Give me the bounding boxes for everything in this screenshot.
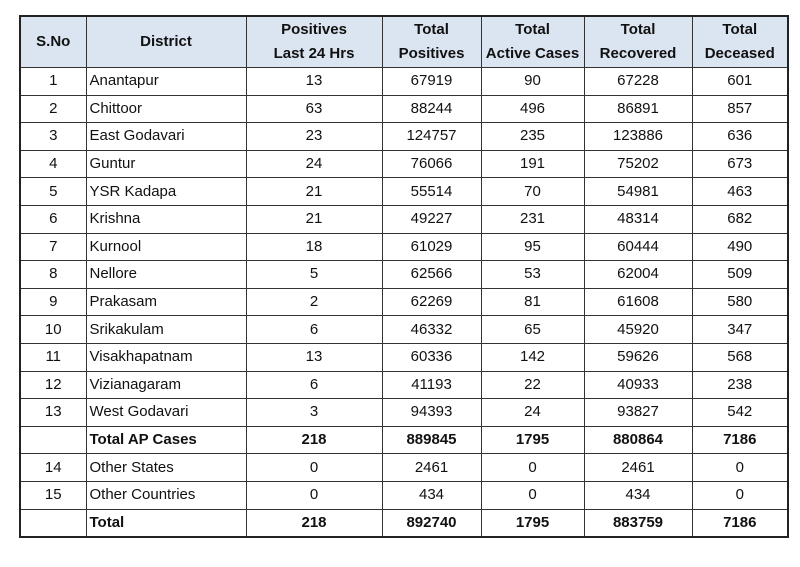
- cell-last24: 0: [246, 481, 382, 509]
- cell-sno: 11: [20, 343, 86, 371]
- column-header-text: Total: [722, 21, 758, 38]
- cell-district: Total: [86, 509, 246, 537]
- cell-positives: 46332: [382, 316, 481, 344]
- column-header-text: Total: [414, 21, 449, 38]
- district-cases-table: [19, 15, 789, 538]
- cell-recovered: 60444: [584, 233, 692, 261]
- cell-district: Other States: [86, 454, 246, 482]
- column-header-recovered: [584, 16, 692, 68]
- cell-recovered: 54981: [584, 178, 692, 206]
- cell-recovered: 86891: [584, 95, 692, 123]
- cell-recovered: 2461: [584, 454, 692, 482]
- cell-positives: 60336: [382, 343, 481, 371]
- cell-active: 95: [481, 233, 584, 261]
- cell-active: 90: [481, 68, 584, 96]
- cell-sno: 12: [20, 371, 86, 399]
- cell-sno: 6: [20, 205, 86, 233]
- column-header-positives: [382, 16, 481, 68]
- table-row: [20, 123, 788, 151]
- cell-district: Visakhapatnam: [86, 343, 246, 371]
- cell-deceased: 857: [692, 95, 788, 123]
- cell-district: Srikakulam: [86, 316, 246, 344]
- cell-deceased: 673: [692, 150, 788, 178]
- table-row: [20, 95, 788, 123]
- cell-recovered: 123886: [584, 123, 692, 151]
- table-body: [20, 68, 788, 538]
- header-row: [20, 16, 788, 68]
- column-header-deceased: [692, 16, 788, 68]
- column-header-last24: [246, 16, 382, 68]
- cell-active: 496: [481, 95, 584, 123]
- cell-recovered: 48314: [584, 205, 692, 233]
- cell-last24: 23: [246, 123, 382, 151]
- cell-sno: 15: [20, 481, 86, 509]
- cell-sno: 1: [20, 68, 86, 96]
- cell-last24: 6: [246, 316, 382, 344]
- cell-active: 24: [481, 399, 584, 427]
- cell-sno: 10: [20, 316, 86, 344]
- cell-active: 0: [481, 481, 584, 509]
- table-row: [20, 233, 788, 261]
- cell-last24: 63: [246, 95, 382, 123]
- table-row: [20, 178, 788, 206]
- table-row: [20, 316, 788, 344]
- cell-positives: 889845: [382, 426, 481, 454]
- cell-active: 81: [481, 288, 584, 316]
- cell-positives: 55514: [382, 178, 481, 206]
- column-header-text: Total: [515, 21, 550, 38]
- table-row: [20, 288, 788, 316]
- column-header-text: Last 24 Hrs: [273, 45, 355, 62]
- cell-last24: 18: [246, 233, 382, 261]
- table-row: [20, 261, 788, 289]
- cell-last24: 21: [246, 178, 382, 206]
- cell-last24: 2: [246, 288, 382, 316]
- cell-active: 53: [481, 261, 584, 289]
- table-row: [20, 371, 788, 399]
- cell-recovered: 67228: [584, 68, 692, 96]
- cell-deceased: 347: [692, 316, 788, 344]
- cell-active: 22: [481, 371, 584, 399]
- cell-positives: 67919: [382, 68, 481, 96]
- cell-deceased: 463: [692, 178, 788, 206]
- cell-sno: 2: [20, 95, 86, 123]
- cell-recovered: 93827: [584, 399, 692, 427]
- cell-sno: 8: [20, 261, 86, 289]
- cell-deceased: 601: [692, 68, 788, 96]
- cell-deceased: 238: [692, 371, 788, 399]
- column-header-sno: [20, 16, 86, 68]
- cell-active: 0: [481, 454, 584, 482]
- cell-positives: 124757: [382, 123, 481, 151]
- cell-district: West Godavari: [86, 399, 246, 427]
- cell-district: East Godavari: [86, 123, 246, 151]
- cell-positives: 88244: [382, 95, 481, 123]
- cell-deceased: 7186: [692, 426, 788, 454]
- cell-active: 142: [481, 343, 584, 371]
- cell-district: Chittoor: [86, 95, 246, 123]
- table-row: [20, 399, 788, 427]
- cell-district: Krishna: [86, 205, 246, 233]
- cell-positives: 76066: [382, 150, 481, 178]
- table-row: [20, 454, 788, 482]
- cell-positives: 94393: [382, 399, 481, 427]
- table-header: [20, 16, 788, 68]
- column-header-text: District: [140, 33, 192, 50]
- cell-recovered: 62004: [584, 261, 692, 289]
- cell-positives: 434: [382, 481, 481, 509]
- cell-sno: 14: [20, 454, 86, 482]
- cell-district: Vizianagaram: [86, 371, 246, 399]
- cell-deceased: 0: [692, 481, 788, 509]
- cell-active: 235: [481, 123, 584, 151]
- cell-district: Nellore: [86, 261, 246, 289]
- cell-recovered: 59626: [584, 343, 692, 371]
- cell-deceased: 580: [692, 288, 788, 316]
- table-row: [20, 150, 788, 178]
- table-row: [20, 481, 788, 509]
- cell-district: Anantapur: [86, 68, 246, 96]
- cell-last24: 3: [246, 399, 382, 427]
- cell-deceased: 568: [692, 343, 788, 371]
- cell-deceased: 509: [692, 261, 788, 289]
- cell-recovered: 434: [584, 481, 692, 509]
- cell-deceased: 7186: [692, 509, 788, 537]
- cell-active: 231: [481, 205, 584, 233]
- column-header-text: Recovered: [599, 45, 677, 62]
- cell-recovered: 883759: [584, 509, 692, 537]
- column-header-district: [86, 16, 246, 68]
- cell-sno: 5: [20, 178, 86, 206]
- column-header-text: Positives: [398, 45, 465, 62]
- cell-recovered: 40933: [584, 371, 692, 399]
- cell-last24: 5: [246, 261, 382, 289]
- cell-positives: 892740: [382, 509, 481, 537]
- column-header-text: Total: [620, 21, 656, 38]
- cell-district: Total AP Cases: [86, 426, 246, 454]
- cell-sno: 4: [20, 150, 86, 178]
- cell-district: Prakasam: [86, 288, 246, 316]
- cell-deceased: 682: [692, 205, 788, 233]
- cell-deceased: 0: [692, 454, 788, 482]
- total-row: [20, 509, 788, 537]
- cell-last24: 6: [246, 371, 382, 399]
- cell-sno: 7: [20, 233, 86, 261]
- cell-recovered: 45920: [584, 316, 692, 344]
- cell-positives: 49227: [382, 205, 481, 233]
- cell-positives: 61029: [382, 233, 481, 261]
- table-row: [20, 68, 788, 96]
- cell-district: Other Countries: [86, 481, 246, 509]
- column-header-text: Positives: [281, 21, 347, 38]
- cell-last24: 21: [246, 205, 382, 233]
- cell-sno: 3: [20, 123, 86, 151]
- cell-last24: 218: [246, 426, 382, 454]
- column-header-text: Active Cases: [485, 45, 580, 62]
- cell-deceased: 490: [692, 233, 788, 261]
- cell-district: Guntur: [86, 150, 246, 178]
- cell-recovered: 880864: [584, 426, 692, 454]
- total-row: [20, 426, 788, 454]
- cell-positives: 62269: [382, 288, 481, 316]
- column-header-text: S.No: [36, 33, 71, 50]
- cell-sno: [20, 426, 86, 454]
- cell-last24: 13: [246, 343, 382, 371]
- cell-recovered: 61608: [584, 288, 692, 316]
- cell-active: 191: [481, 150, 584, 178]
- cell-positives: 41193: [382, 371, 481, 399]
- cell-positives: 62566: [382, 261, 481, 289]
- cell-recovered: 75202: [584, 150, 692, 178]
- cell-positives: 2461: [382, 454, 481, 482]
- cell-last24: 24: [246, 150, 382, 178]
- column-header-active: [481, 16, 584, 68]
- cell-active: 1795: [481, 426, 584, 454]
- cell-last24: 13: [246, 68, 382, 96]
- cell-district: Kurnool: [86, 233, 246, 261]
- table-row: [20, 205, 788, 233]
- cell-active: 1795: [481, 509, 584, 537]
- cell-deceased: 542: [692, 399, 788, 427]
- cell-sno: 13: [20, 399, 86, 427]
- cell-sno: [20, 509, 86, 537]
- table-row: [20, 343, 788, 371]
- cell-district: YSR Kadapa: [86, 178, 246, 206]
- cell-last24: 0: [246, 454, 382, 482]
- cell-active: 70: [481, 178, 584, 206]
- cell-active: 65: [481, 316, 584, 344]
- cell-last24: 218: [246, 509, 382, 537]
- cell-sno: 9: [20, 288, 86, 316]
- column-header-text: Deceased: [704, 45, 775, 62]
- cell-deceased: 636: [692, 123, 788, 151]
